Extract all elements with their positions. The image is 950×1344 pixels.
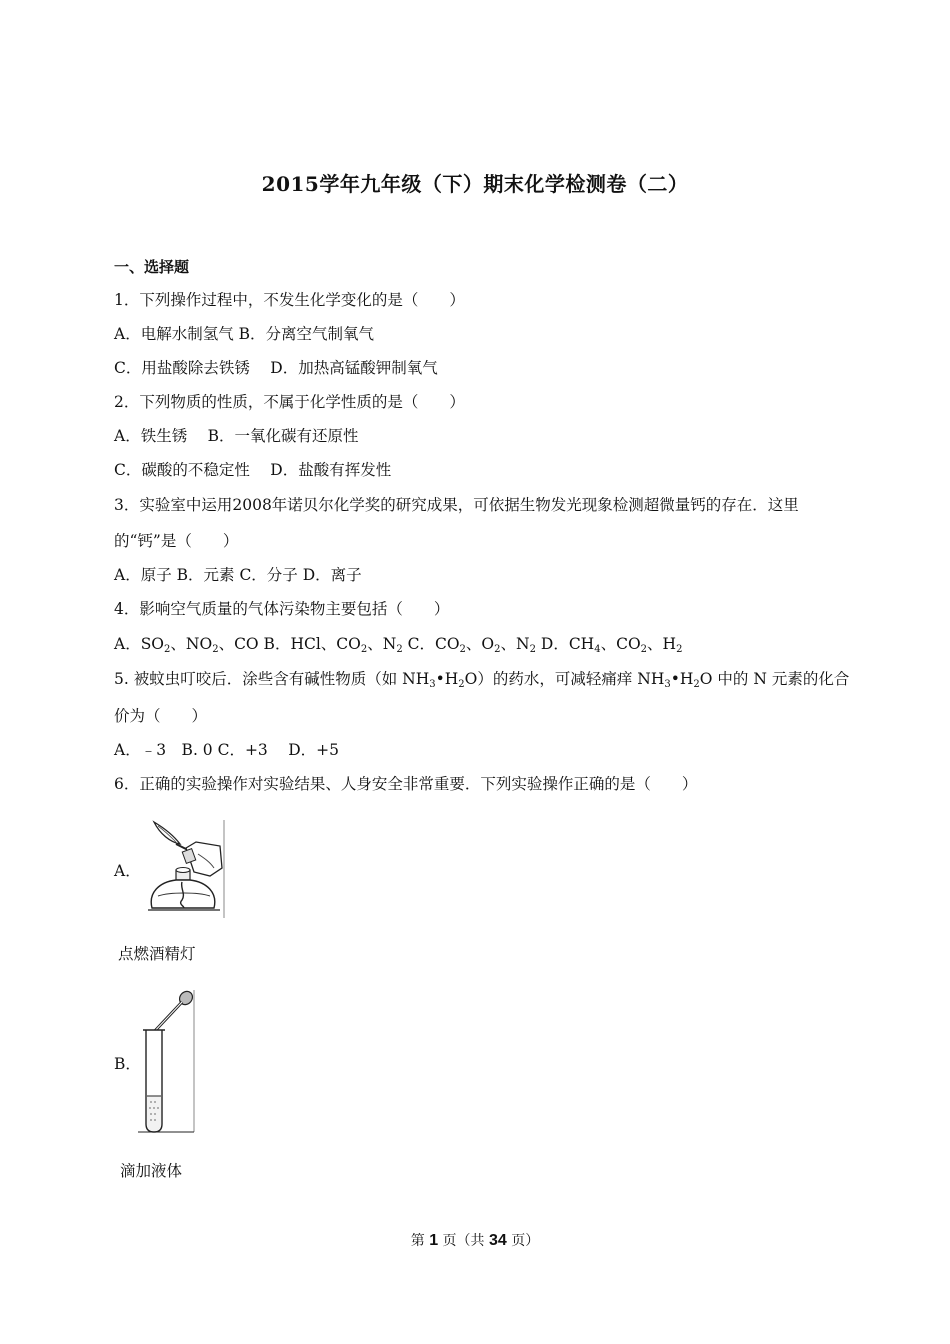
q1-options-ab: A．电解水制氢气 B．分离空气制氧气 xyxy=(114,325,375,343)
q6-option-a-caption: 点燃酒精灯 xyxy=(118,945,196,963)
q4-options: A．$SO_2$、$NO_2$、CO B．HCl、$CO_2$、$N_2$ C．$CO_2$、$O_2$、$N_2$ D．$CH_4$、$CO_2$、$H_2$ xyxy=(114,635,683,655)
q1-stem: 1．下列操作过程中，不发生化学变化的是（ ） xyxy=(114,291,465,309)
q6-option-b-label: B． xyxy=(114,1055,141,1073)
q5-stem-line2: 价为（ ） xyxy=(114,707,208,725)
dropper-test-tube-figure xyxy=(138,986,200,1136)
q3-stem-line2: 的“钙”是（ ） xyxy=(114,532,239,550)
page-footer: 第 1 页（共 34 页） xyxy=(410,1232,540,1249)
q6-stem: 6．正确的实验操作对实验结果、人身安全非常重要．下列实验操作正确的是（ ） xyxy=(114,775,698,793)
page-total: 34 xyxy=(489,1232,507,1249)
q3-options: A．原子 B．元素 C．分子 D．离子 xyxy=(114,566,362,584)
q3-stem-line1: 3．实验室中运用2008年诺贝尔化学奖的研究成果，可依据生物发光现象检测超微量钙的存在．这里 xyxy=(114,496,799,514)
q1-options-cd: C．用盐酸除去铁锈 D．加热高锰酸钾制氧气 xyxy=(114,359,438,377)
q2-options-ab: A．铁生锈 B．一氧化碳有还原性 xyxy=(114,427,359,445)
page-title: 2015学年九年级（下）期末化学检测卷（二） xyxy=(261,172,689,196)
q6-option-a-label: A． xyxy=(114,862,141,880)
q5-options: A．﹣3 B. 0 C．+3 D．+5 xyxy=(114,741,340,759)
q4-stem: 4．影响空气质量的气体污染物主要包括（ ） xyxy=(114,600,450,618)
alcohol-lamp-lighting-figure xyxy=(140,818,228,920)
q5-stem-line1: 5. 被蚊虫叮咬后．涂些含有碱性物质（如 $NH_3•H_2O$）的药水，可减轻痛痒 $NH_3•H_2O$ 中的 N 元素的化合 xyxy=(114,670,850,690)
q2-options-cd: C．碳酸的不稳定性 D．盐酸有挥发性 xyxy=(114,461,392,479)
q6-option-b-caption: 滴加液体 xyxy=(120,1162,183,1180)
section-heading: 一、选择题 xyxy=(114,258,190,276)
q2-stem: 2．下列物质的性质，不属于化学性质的是（ ） xyxy=(114,393,465,411)
page-number: 1 xyxy=(429,1232,439,1249)
